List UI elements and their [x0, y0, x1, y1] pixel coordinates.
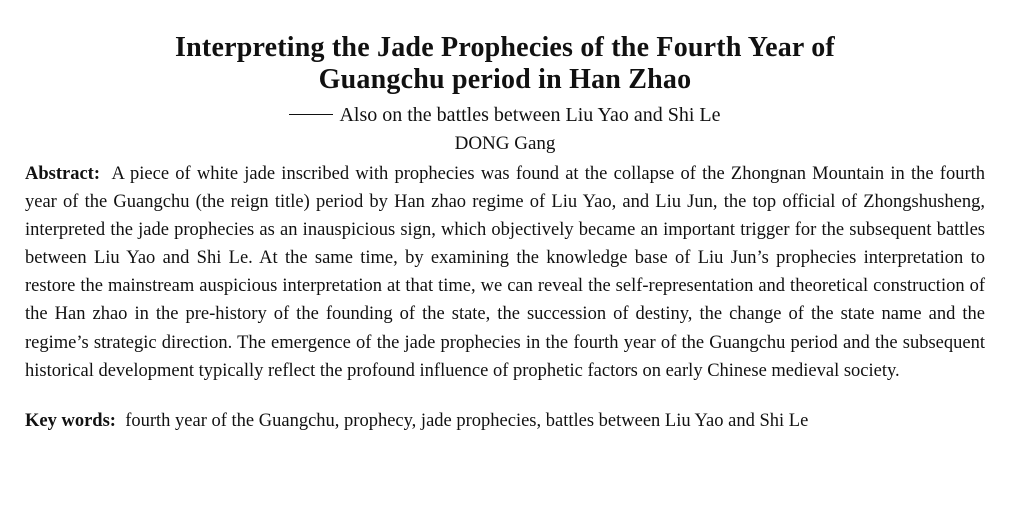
subtitle-text: Also on the battles between Liu Yao and Shi Le: [339, 104, 721, 126]
abstract-text: A piece of white jade inscribed with prophecies was found at the collapse of the Zhongnan Mountain in the fourth year of the Guangchu (the reign title) period by Han zhao regime of Liu Yao, and Liu Jun, the top official of Zhongshusheng, interpreted the jade prophecies as an inauspicious sign, which objectively became an important trigger for the subsequent battles between Liu Yao and Shi Le. At the same time, by examining the knowledge base of Liu Jun’s prophecies interpretation to restore the mainstream auspicious interpretation at that time, we can reveal the self-representation and theoretical construction of the Han zhao in the pre-history of the founding of the state, the succession of destiny, the change of the state name and the regime’s strategic direction. The emergence of the jade prophecies in the fourth year of the Guangchu period and the subsequent historical development typically reflect the profound influence of prophetic factors on early Chinese medieval society.: [25, 164, 986, 381]
paper-subtitle: [25, 102, 985, 128]
keywords-paragraph: [25, 407, 985, 435]
author-name: DONG Gang: [454, 133, 556, 154]
paper-title: [25, 32, 985, 96]
title-line-1: Interpreting the Jade Prophecies of the Fourth Year of: [175, 32, 835, 63]
title-line-2: Guangchu period in Han Zhao: [318, 64, 692, 95]
abstract-label: Abstract:: [25, 164, 101, 184]
keywords-label: Key words:: [25, 410, 116, 431]
abstract-paragraph: [25, 160, 985, 385]
keywords-text: fourth year of the Guangchu, prophecy, jade prophecies, battles between Liu Yao and Shi Le: [125, 410, 809, 431]
subtitle-dash: [289, 114, 333, 115]
